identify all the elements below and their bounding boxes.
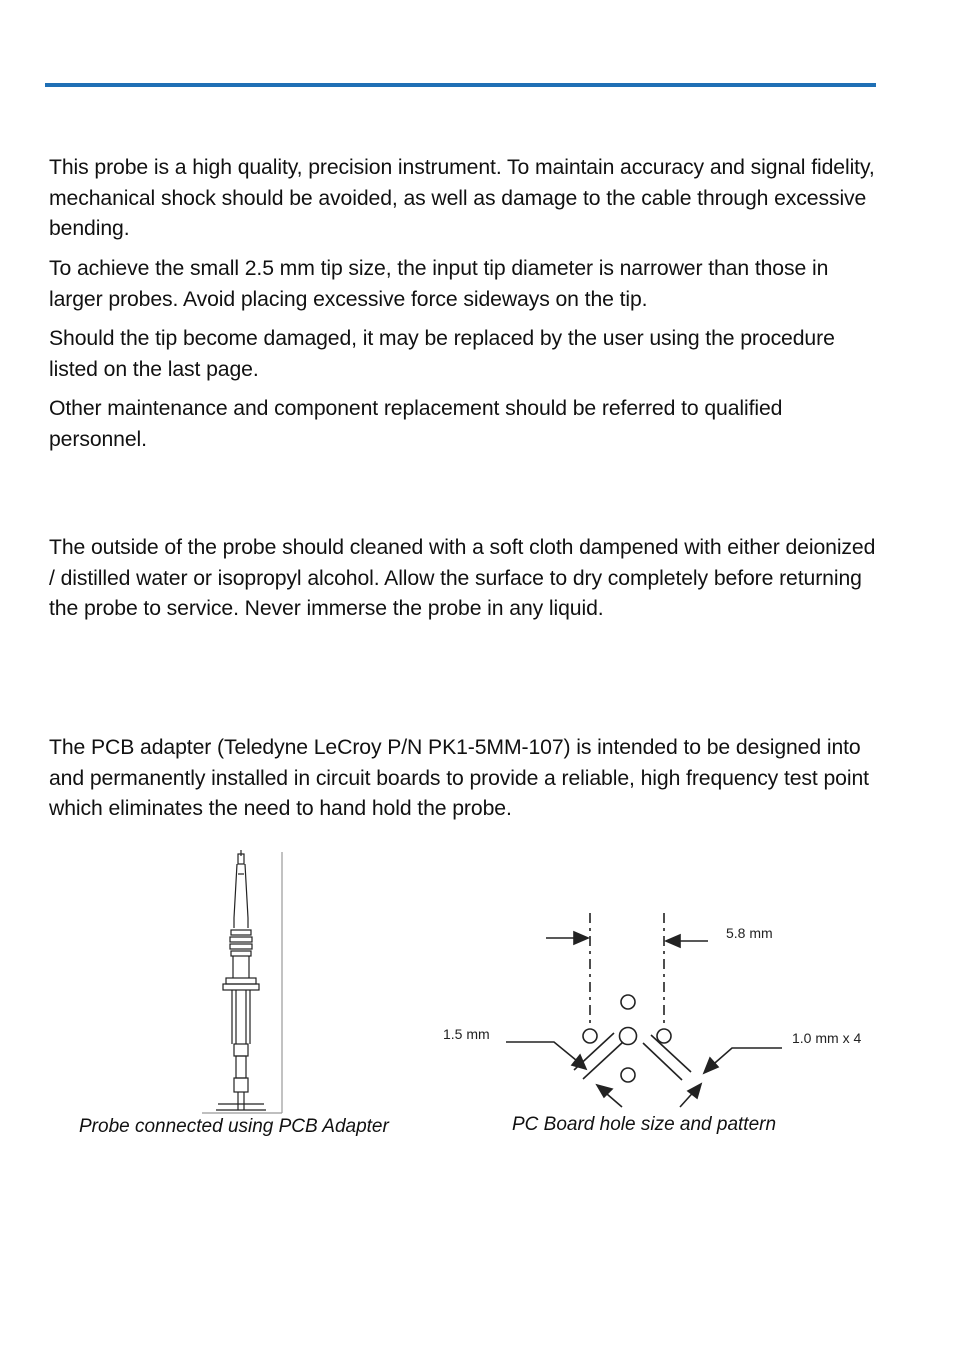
pcb-hole-diagram	[436, 905, 882, 1115]
cleaning-paragraph: The outside of the probe should cleaned with a soft cloth dampened with either deionized / distilled water or isopropyl alcohol. Allow the surface to dry completely before returning the probe to service. Never immerse the probe in any liquid.	[49, 536, 876, 620]
handling-paragraph-2: To achieve the small 2.5 mm tip size, the input tip diameter is narrower than those in larger probes. Avoid placing excessive force sideways on the tip.	[49, 257, 829, 311]
handling-paragraph-3: Should the tip become damaged, it may be replaced by the user using the procedure listed on the last page.	[49, 327, 835, 381]
handling-paragraph-4: Other maintenance and component replacement should be referred to qualified personnel.	[49, 397, 783, 451]
probe-illustration	[196, 848, 288, 1118]
adapter-paragraph: The PCB adapter (Teledyne LeCroy P/N PK1-5MM-107) is intended to be designed into and permanently installed in circuit boards to provide a reliable, high frequency test point which eliminates the need to hand hold the probe.	[49, 736, 869, 820]
probe-caption: Probe connected using PCB Adapter	[79, 1116, 389, 1137]
board-caption: PC Board hole size and pattern	[512, 1114, 777, 1135]
dim-holes-label: 1.0 mm x 4	[792, 1030, 862, 1046]
dim-center-label: 1.5 mm	[443, 1026, 490, 1042]
dim-spacing-label: 5.8 mm	[726, 925, 773, 941]
handling-paragraph-1: This probe is a high quality, precision instrument. To maintain accuracy and signal fidelity, mechanical shock should be avoided, as well as damage to the cable through excessive bending.	[49, 156, 875, 240]
header-rule	[45, 83, 876, 87]
